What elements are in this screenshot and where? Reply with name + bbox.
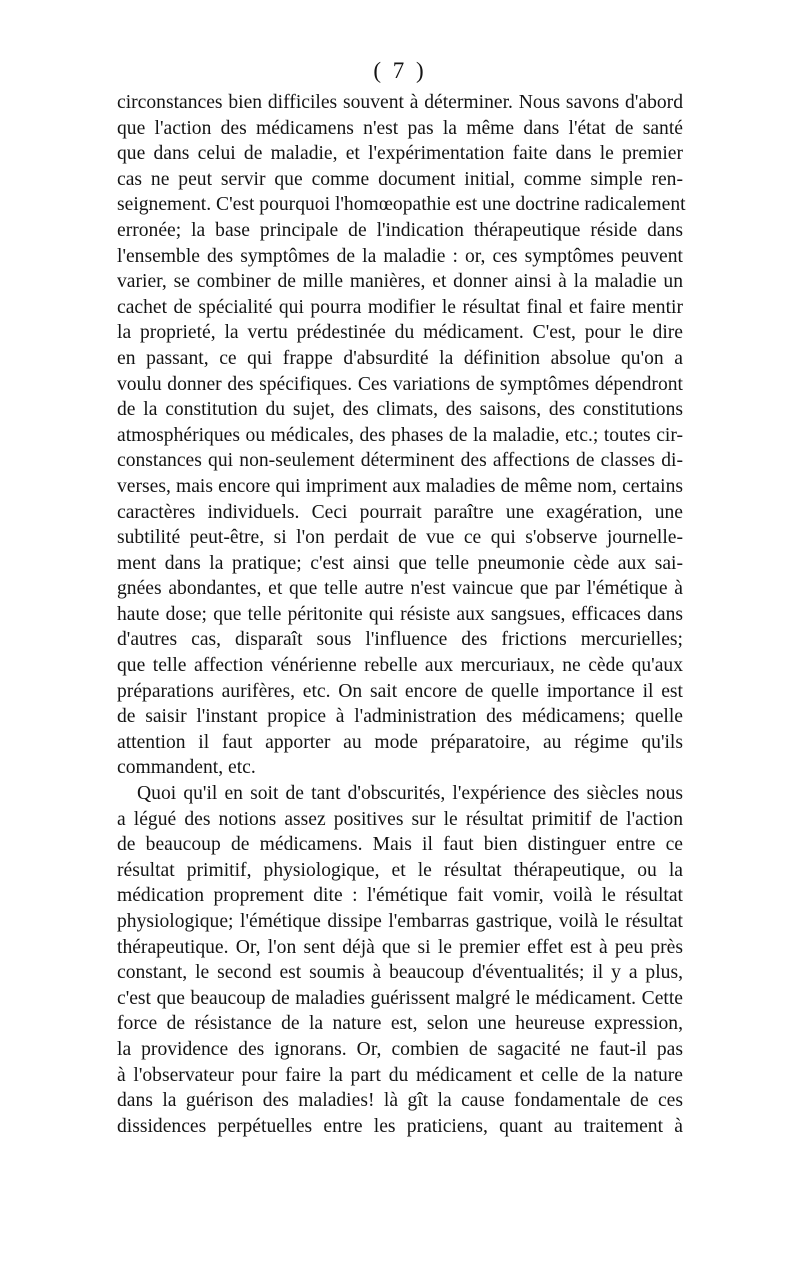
text-line: préparations aurifères, etc. On sait encore de quelle importance il est [117,680,683,702]
text-line: erronée; la base principale de l'indication thérapeutique réside dans [117,219,683,241]
text-line: la proprieté, la vertu prédestinée du médicament. C'est, pour le dire [117,322,683,344]
text-line: constant, le second est soumis à beaucoup d'éventualités; il y a plus, [117,962,683,984]
page-number: ( 7 ) [373,58,427,83]
text-line: que dans celui de maladie, et l'expérimentation faite dans le premier [117,143,683,165]
text-line: en passant, ce qui frappe d'absurdité la définition absolue qu'on a [117,347,683,369]
text-line: que l'action des médicamens n'est pas la même dans l'état de santé [117,117,683,139]
text-line: caractères individuels. Ceci pourrait paraître une exagération, une [117,501,683,523]
paragraph-start-line: Quoi qu'il en soit de tant d'obscurités, l'expérience des siècles nous [137,783,683,805]
text-line: c'est que beaucoup de maladies guérissent malgré le médicament. Cette [117,987,683,1009]
text-line: de beaucoup de médicamens. Mais il faut bien distinguer entre ce [117,834,683,856]
text-line: circonstances bien difficiles souvent à déterminer. Nous savons d'abord [117,92,683,113]
text-line: physiologique; l'émétique dissipe l'embarras gastrique, voilà le résultat [117,911,683,932]
text-line: à l'observateur pour faire la part du médicament et celle de la nature [117,1064,683,1086]
text-line: cas ne peut servir que comme document initial, comme simple ren- [117,168,683,190]
text-line: dans la guérison des maladies! là gît la cause fondamentale de ces [117,1090,683,1112]
text-line: de la constitution du sujet, des climats, des saisons, des constitutions [117,399,683,421]
text-line: seignement. C'est pourquoi l'homœopathie est une doctrine radicalement [117,194,686,216]
text-line: atmosphériques ou médicales, des phases de la maladie, etc.; toutes cir- [117,424,683,446]
text-line: varier, se combiner de mille manières, et donner ainsi à la maladie un [117,271,683,293]
text-line: haute dose; que telle péritonite qui résiste aux sangsues, efficaces dans [117,603,683,625]
text-line: médication proprement dite : l'émétique fait vomir, voilà le résultat [117,885,683,907]
text-line: force de résistance de la nature est, selon une heureuse expression, [117,1013,683,1035]
text-line: que telle affection vénérienne rebelle aux mercuriaux, ne cède qu'aux [117,655,683,677]
text-line: constances qui non-seulement déterminent des affections de classes di- [117,450,683,472]
text-line: a légué des notions assez positives sur le résultat primitif de l'action [117,808,683,830]
text-line: résultat primitif, physiologique, et le résultat thérapeutique, ou la [117,859,683,881]
text-line: thérapeutique. Or, l'on sent déjà que si le premier effet est à peu près [117,936,683,958]
text-line: d'autres cas, disparaît sous l'influence des frictions mercurielles; [117,629,683,651]
text-line: cachet de spécialité qui pourra modifier le résultat final et faire mentir [117,296,683,318]
text-line: attention il faut apporter au mode préparatoire, au régime qu'ils [117,731,683,753]
text-line: ment dans la pratique; c'est ainsi que telle pneumonie cède aux sai- [117,552,683,574]
text-line: l'ensemble des symptômes de la maladie : or, ces symptômes peuvent [117,245,683,267]
body-text [117,90,686,1139]
text-line: gnées abondantes, et que telle autre n'est vaincue que par l'émétique à [117,578,683,600]
text-line: verses, mais encore qui impriment aux maladies de même nom, certains [117,475,683,497]
paragraph-end-line: commandent, etc. [117,757,256,779]
text-line: de saisir l'instant propice à l'administration des médicamens; quelle [117,706,683,728]
text-line: voulu donner des spécifiques. Ces variations de symptômes dépendront [117,373,683,395]
text-line: dissidences perpétuelles entre les praticiens, quant au traitement à [117,1115,683,1137]
text-line: la providence des ignorans. Or, combien de sagacité ne faut-il pas [117,1038,683,1060]
text-line: subtilité peut-être, si l'on perdait de vue ce qui s'observe journelle- [117,527,683,549]
